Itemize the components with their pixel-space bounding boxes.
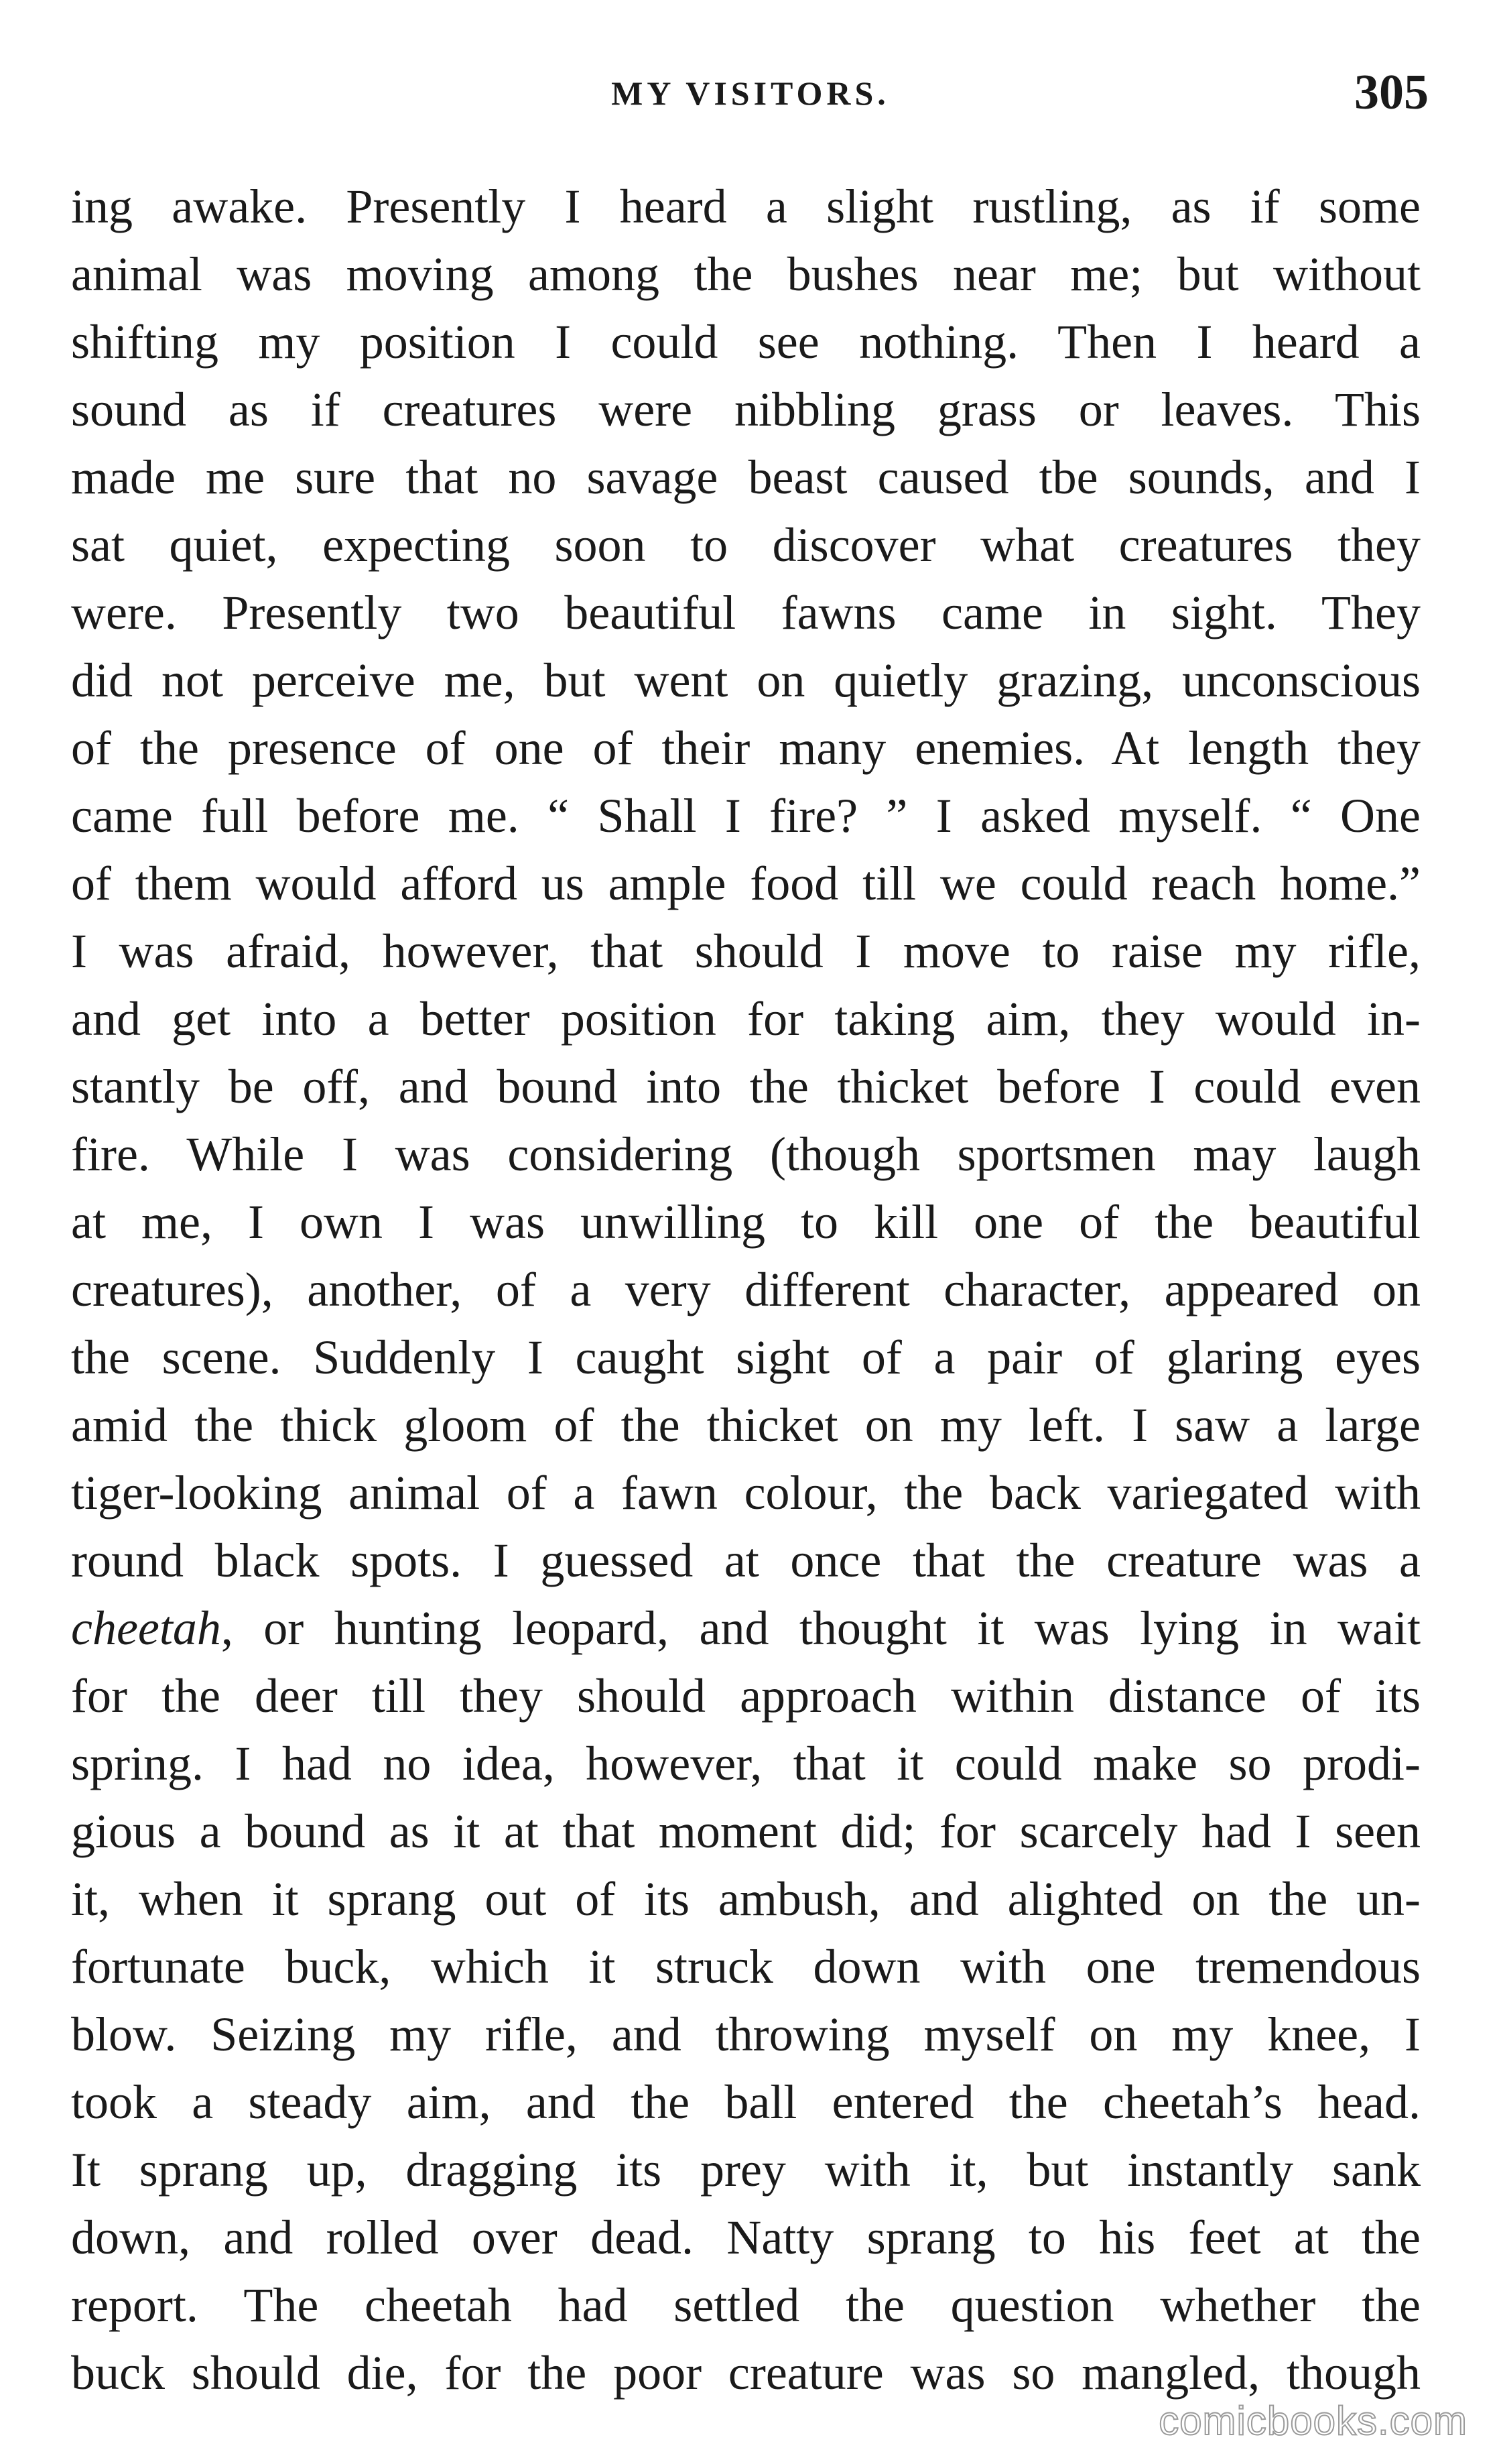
text-line: it, when it sprang out of its ambush, and alighted on the un- [71,1872,1421,1926]
text-line: It sprang up, dragging its prey with it, but instantly sank [71,2143,1421,2197]
text-line: down, and rolled over dead. Natty sprang to his feet at the [71,2211,1421,2264]
text-line-rest: , or hunting leopard, and thought it was lying in wait [220,1601,1421,1655]
text-line: buck should die, for the poor creature was so mangled, though [71,2346,1421,2400]
text-line: at me, I own I was unwilling to kill one of the beautiful [71,1195,1421,1249]
text-line: sat quiet, expecting soon to discover what creatures they [71,518,1421,572]
text-line-italic [71,1595,1421,1662]
text-line: took a steady aim, and the ball entered the cheetah’s head. [71,2075,1421,2129]
text-line: spring. I had no idea, however, that it could make so prodi- [71,1737,1421,1790]
page-header [72,64,1429,125]
text-line: blow. Seizing my rifle, and throwing myself on my knee, I [71,2008,1421,2061]
text-line: amid the thick gloom of the thicket on my left. I saw a large [71,1398,1421,1452]
running-head: MY VISITORS. [611,74,890,112]
body-text [71,173,1421,2407]
text-line: came full before me. “ Shall I fire? ” I asked myself. “ One [71,789,1421,843]
italic-word: cheetah [71,1601,221,1655]
text-line: were. Presently two beautiful fawns came in sight. They [71,586,1421,639]
text-line: the scene. Suddenly I caught sight of a pair of glaring eyes [71,1331,1421,1384]
text-line: gious a bound as it at that moment did; for scarcely had I seen [71,1804,1421,1858]
text-line: of the presence of one of their many enemies. At length they [71,721,1421,775]
text-line: sound as if creatures were nibbling grass or leaves. This [71,383,1421,436]
text-line: made me sure that no savage beast caused tbe sounds, and I [71,450,1421,504]
text-line: fortunate buck, which it struck down with one tremendous [71,1940,1421,1993]
text-line: creatures), another, of a very different character, appeared on [71,1263,1421,1316]
text-line: did not perceive me, but went on quietly grazing, unconscious [71,654,1421,707]
text-line: fire. While I was considering (though sportsmen may laugh [71,1127,1421,1181]
text-line: report. The cheetah had settled the question whether the [71,2278,1421,2332]
text-line: round black spots. I guessed at once that the creature was a [71,1534,1421,1587]
text-line: shifting my position I could see nothing. Then I heard a [71,315,1421,369]
text-line: stantly be off, and bound into the thicket before I could even [71,1060,1421,1113]
page-number: 305 [1354,65,1429,120]
text-line: and get into a better position for taking aim, they would in- [71,992,1421,1046]
watermark-logo: comicbooks.com [1159,2398,1467,2443]
text-line: tiger-looking animal of a fawn colour, the back variegated with [71,1466,1421,1520]
text-line: I was afraid, however, that should I move to raise my rifle, [71,924,1421,978]
text-line: ing awake. Presently I heard a slight rustling, as if some [71,180,1421,233]
text-line: for the deer till they should approach within distance of its [71,1669,1421,1723]
text-line: of them would afford us ample food till we could reach home.” [71,857,1421,910]
text-line: animal was moving among the bushes near me; but without [71,247,1421,301]
